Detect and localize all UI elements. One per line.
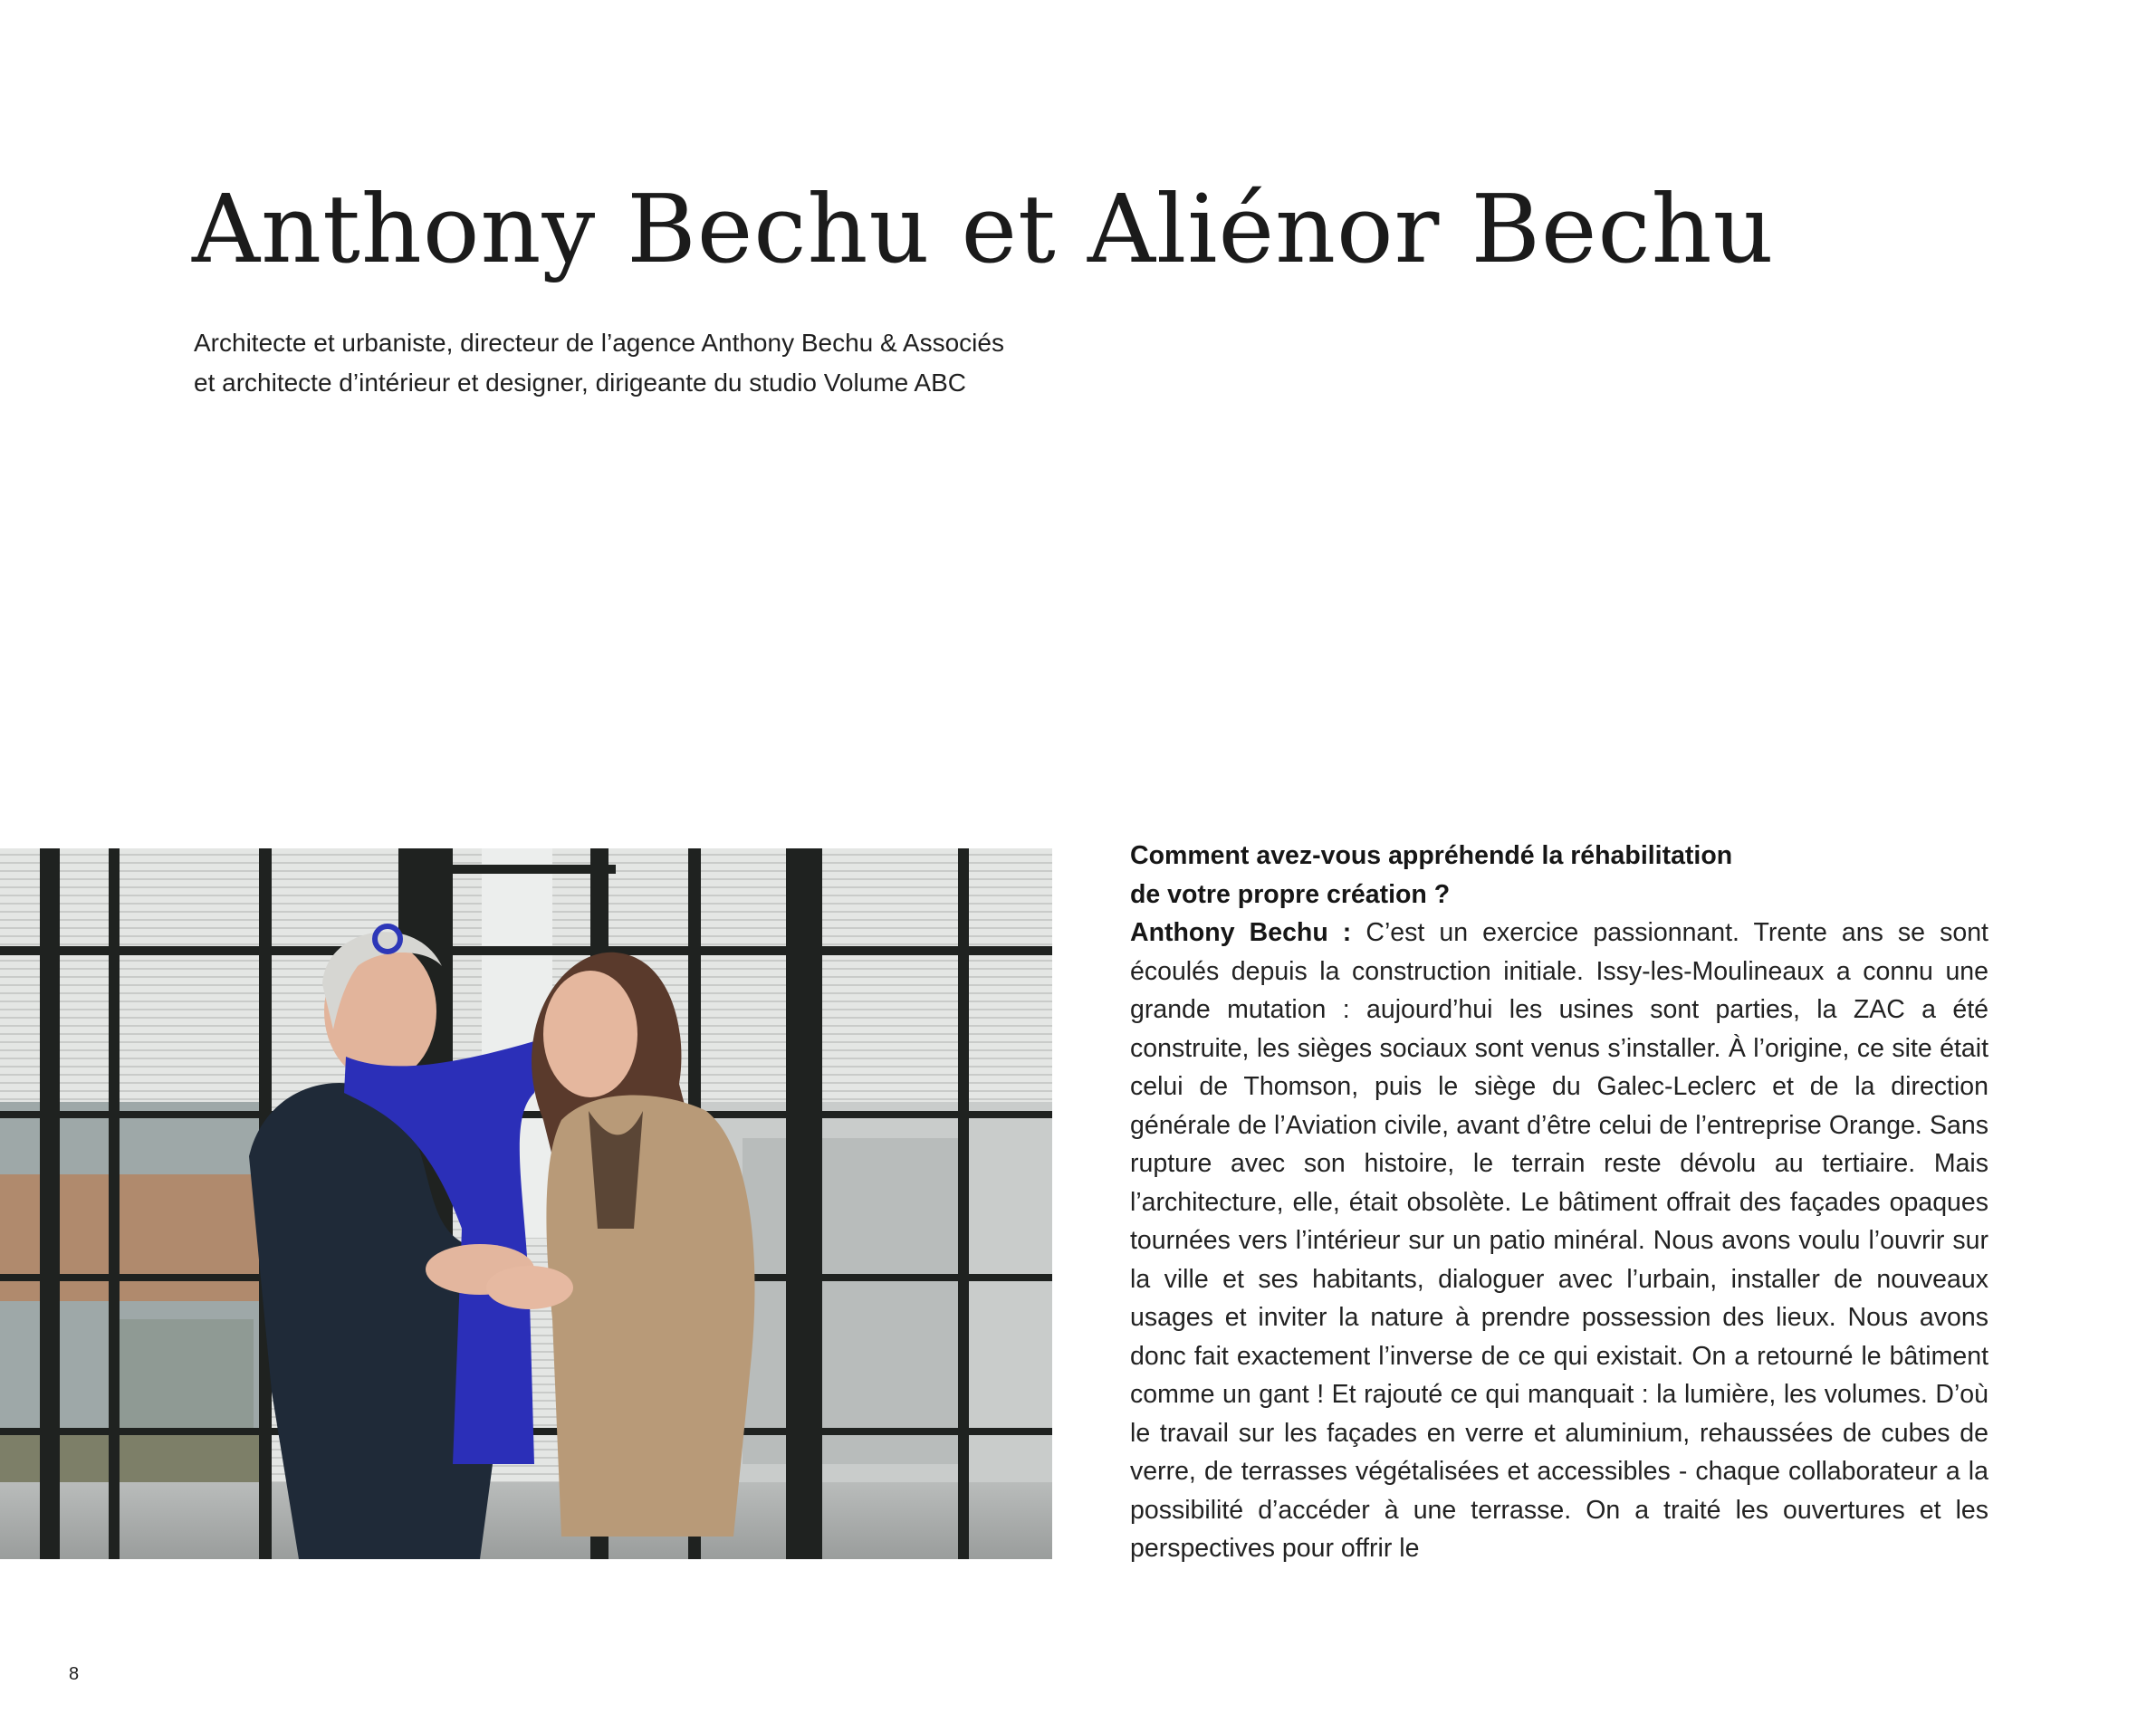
interview-question: [1130, 837, 1988, 914]
portrait-photo-icon: [0, 848, 1052, 1559]
subtitle-line-2: et architecte d’intérieur et designer, dirigeante du studio Volume ABC: [194, 369, 966, 397]
speaker-name: Anthony Bechu :: [1130, 918, 1352, 947]
question-line-2: de votre propre création ?: [1130, 879, 1451, 909]
question-line-1: Comment avez-vous appréhendé la réhabilitation: [1130, 841, 1733, 870]
page-title: Anthony Bechu et Aliénor Bechu: [192, 174, 1775, 284]
page-number: 8: [69, 1664, 80, 1684]
answer-text: C’est un exercice passionnant. Trente ans se sont écoulés depuis la construction initiale. Issy-les-Moulineaux a connu une grande mutation : aujourd’hui les usines sont parties, la ZAC a été construite, les sièges sociaux sont venus s’installer. À l’origine, ce site était celui de Thomson, puis le siège du Galec-Leclerc et de la direction générale de l’Aviation civile, avant d’être celui de l’entreprise Orange. Sans rupture avec son histoire, le terrain reste dévolu au tertiaire. Mais l’architecture, elle, était obsolète. Le bâtiment offrait des façades opaques tournées vers l’intérieur sur un patio minéral. Nous avons voulu l’ouvrir sur la ville et ses habitants, dialoguer avec l’urbain, installer de nouveaux usages et inviter la nature à prendre possession des lieux. Nous avons donc fait exactement l’inverse de ce qui existait. On a retourné le bâtiment comme un gant ! Et rajouté ce qui manquait : la lumière, les volumes. D’où le travail sur les façades en verre et aluminium, rehaussées de cubes de verre, de terrasses végétalisées et accessibles - chaque collaborateur a la possibilité d’accéder à une terrasse. On a traité les ouvertures et les perspectives pour offrir le: [1130, 918, 1988, 1563]
subtitle: [194, 323, 1190, 403]
subtitle-line-1: Architecte et urbaniste, directeur de l’agence Anthony Bechu & Associés: [194, 329, 1004, 357]
interview-answer: [1130, 914, 1988, 1568]
article-body: [1130, 837, 1988, 1568]
portrait-photo: [0, 848, 1052, 1559]
